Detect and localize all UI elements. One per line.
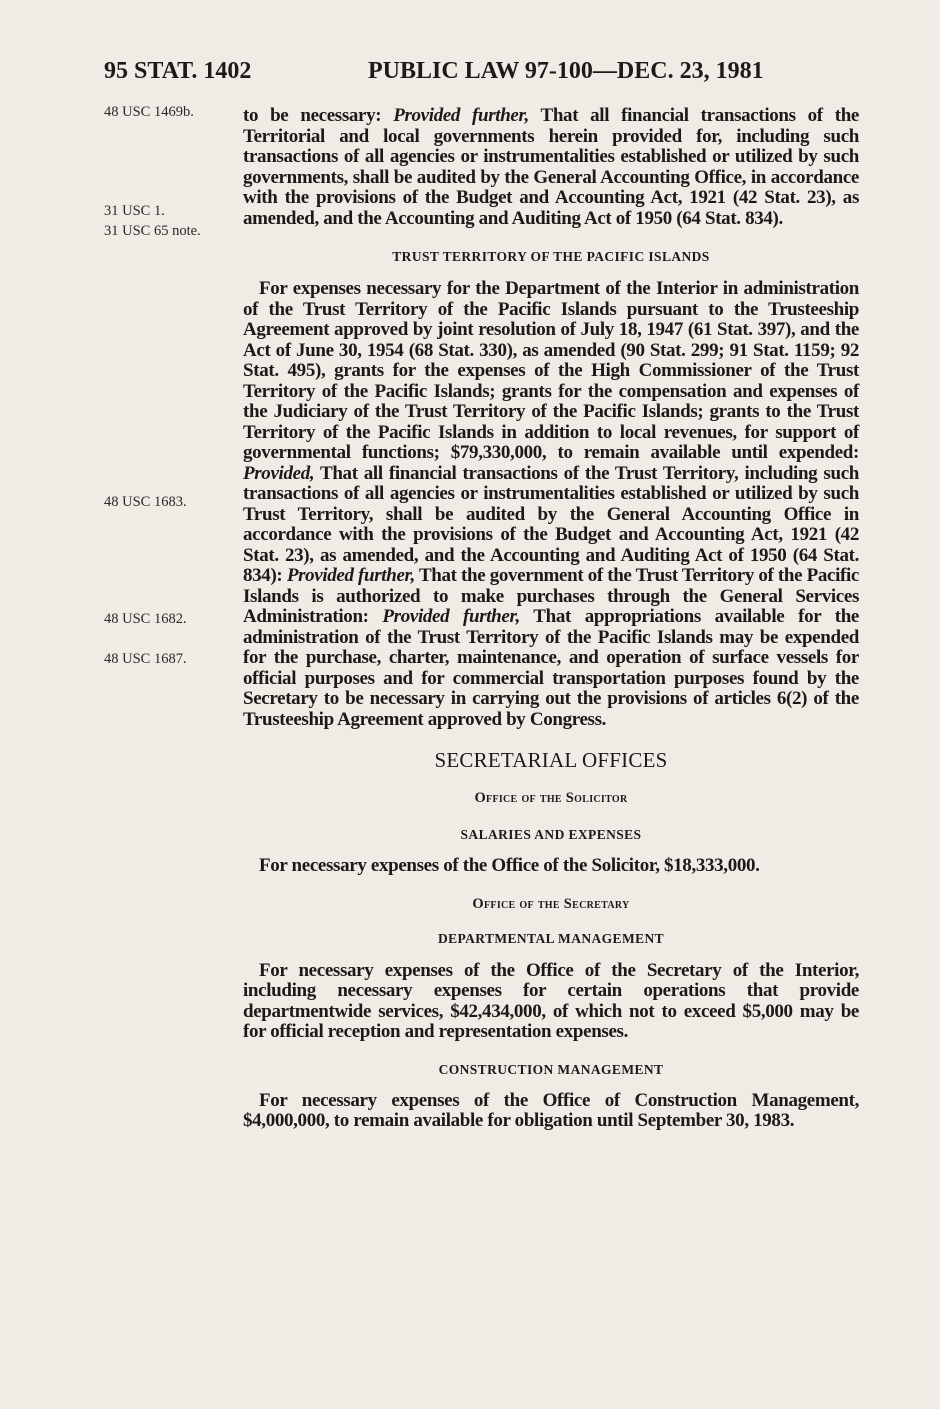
paragraph-solicitor: For necessary expenses of the Office of the Solicitor, $18,333,000. <box>259 855 760 876</box>
heading-departmental-management: DEPARTMENTAL MANAGEMENT <box>437 930 665 946</box>
document-body <box>243 106 859 1132</box>
heading-secretarial-offices: SECRETARIAL OFFICES <box>434 748 668 772</box>
page-stat-citation: 95 STAT. 1402 <box>104 58 252 84</box>
page-running-head: PUBLIC LAW 97-100—DEC. 23, 1981 <box>368 58 764 84</box>
paragraph-gao-audit: to be necessary: Provided further, That all financial transactions of the Territorial and local governments herein provided for, including such transactions of all agencies or instrumentalities established or utilized by such governments, shall be audited by the General Accounting Office, in accordance with the provisions of the Budget and Accounting Act, 1921 (42 Stat. 23), as amended, and the Accounting and Auditing Act of 1950 (64 Stat. 834). <box>243 105 860 229</box>
heading-construction-management: CONSTRUCTION MANAGEMENT <box>438 1061 664 1077</box>
paragraph-trust-territory: For expenses necessary for the Department of the Interior in administration of the Trust Territory of the Pacific Islands pursuant to the Trusteeship Agreement approved by joint resolution of July 18, 1947 (61 Stat. 397), and the Act of June 30, 1954 (68 Stat. 330), as amended (90 Stat. 299; 91 Stat. 1159; 92 Stat. 495), grants for the expenses of the High Commissioner of the Trust Territory of the Pacific Islands; grants for the compensation and expenses of the Judiciary of the Trust Territory of the Pacific Islands; grants to the Trust Territory of the Pacific Islands in addition to local revenues, for support of governmental functions; $79,330,000, to remain available until expended: Provided, That all financial transactions of the Trust Territory, including such transactions of all agencies or instrumentalities established or utilized by such Trust Territory, shall be audited by the General Accounting Office in accordance with the provisions of the Budget and Accounting Act, 1921 (42 Stat. 23), as amended, and the Accounting and Auditing Act of 1950 (64 Stat. 834): Provided further, That the government of the Trust Territory of the Pacific Islands is authorized to make purchases through the General Services Administration: Provided further, That appropriations available for the administration of the Trust Territory of the Pacific Islands may be expended for the purchase, charter, maintenance, and operation of surface vessels for official purposes and for commercial transportation purposes found by the Secretary to be necessary in carrying out the provisions of articles 6(2) of the Trusteeship Agreement approved by Congress. <box>243 278 859 730</box>
heading-office-solicitor: Office of the Solicitor <box>474 790 628 806</box>
heading-trust-territory: TRUST TERRITORY OF THE PACIFIC ISLANDS <box>392 249 710 264</box>
paragraph-construction: For necessary expenses of the Office of Construction Management, $4,000,000, to remain available for obligation until September 30, 1983. <box>243 1089 859 1131</box>
margin-citation: 48 USC 1469b. <box>104 104 194 120</box>
margin-citation: 31 USC 1. <box>104 203 165 219</box>
paragraph-secretary: For necessary expenses of the Office of the Secretary of the Interior, including necessary expenses for certain operations that provide departmentwide services, $42,434,000, of which not to exceed $5,000 may be for official reception and representation expenses. <box>243 959 859 1042</box>
margin-citation: 31 USC 65 note. <box>104 223 201 239</box>
heading-office-secretary: Office of the Secretary <box>472 895 630 912</box>
margin-citation: 48 USC 1683. <box>104 494 187 510</box>
heading-salaries-expenses: SALARIES AND EXPENSES <box>460 827 642 842</box>
margin-citation: 48 USC 1682. <box>104 611 187 627</box>
margin-citation: 48 USC 1687. <box>104 651 187 667</box>
